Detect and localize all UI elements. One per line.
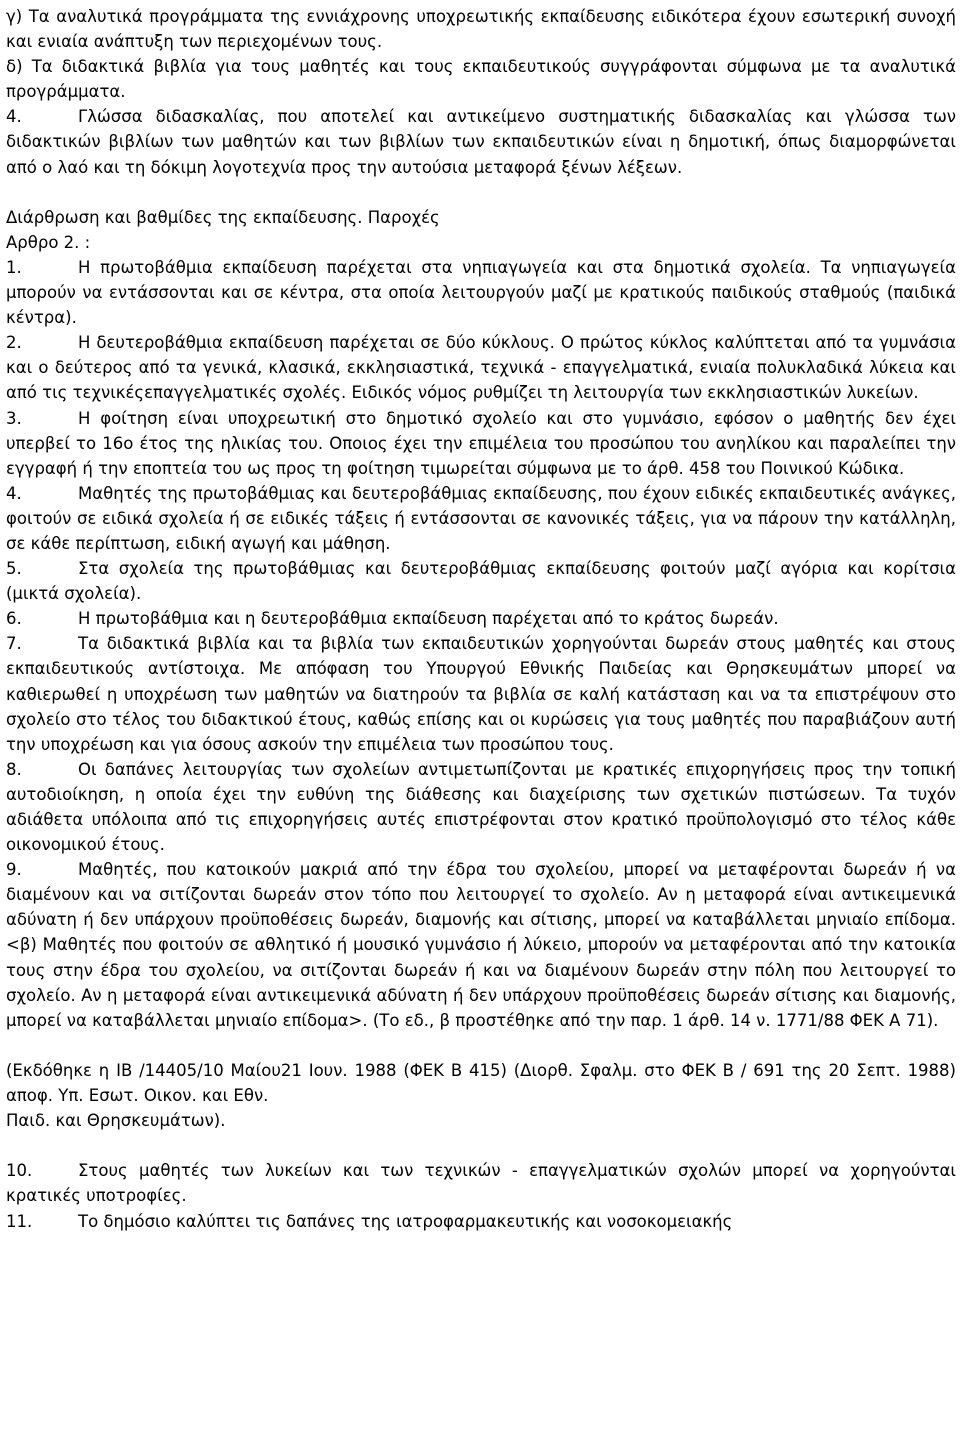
item-number: 2. bbox=[6, 333, 22, 353]
publication-note-end: Παιδ. και Θρησκευμάτων). bbox=[6, 1111, 226, 1131]
item-text: Στους μαθητές των λυκείων και των τεχνικών - επαγγελματικών σχολών μπορεί να χορηγούνται κρατικές υποτροφίες. bbox=[6, 1161, 956, 1206]
item-text: Στα σχολεία της πρωτοβάθμιας και δευτεροβάθμιας εκπαίδευσης φοιτούν μαζί αγόρια και κορίτσια (μικτά σχολεία). bbox=[6, 559, 956, 604]
item-1 bbox=[6, 255, 956, 330]
item-number: 3. bbox=[6, 408, 22, 428]
item-5 bbox=[6, 556, 956, 606]
item-3 bbox=[6, 406, 956, 481]
item-6 bbox=[6, 606, 956, 631]
item-text: Η πρωτοβάθμια εκπαίδευση παρέχεται στα νηπιαγωγεία και στα δημοτικά σχολεία. Τα νηπιαγωγεία μπορούν να εντάσσονται και σε κέντρα, στα οποία λειτουργούν μαζί με κρατικούς παιδικούς σταθμούς (παιδικά κέντρα). bbox=[6, 257, 956, 328]
item-9 bbox=[6, 857, 956, 1033]
item-number: 4. bbox=[6, 483, 22, 503]
item-4 bbox=[6, 481, 956, 556]
section-heading: Διάρθρωση και βαθμίδες της εκπαίδευσης. Παροχές bbox=[6, 207, 440, 227]
paragraph-delta: δ) Τα διδακτικά βιβλία για τους μαθητές και τους εκπαιδευτικούς συγγράφονται σύμφωνα με τα αναλυτικά προγράμματα. bbox=[6, 57, 956, 102]
publication-note: (Εκδόθηκε η ΙΒ /14405/10 Μαίου21 Ιουν. 1988 (ΦΕΚ Β 415) (Διορθ. Σφαλμ. στο ΦΕΚ Β / 691 της 20 Σεπτ. 1988) αποφ. Υπ. Εσωτ. Οικον. και Εθν. bbox=[6, 1060, 956, 1106]
item-number: 9. bbox=[6, 860, 22, 880]
item-number: 4. bbox=[6, 107, 22, 127]
article-heading: Αρθρο 2. : bbox=[6, 232, 91, 252]
item-text: Η δευτεροβάθμια εκπαίδευση παρέχεται σε δύο κύκλους. Ο πρώτος κύκλος καλύπτεται από τα γυμνάσια και ο δεύτερος από τα γενικά, κλασικά, εκκλησιαστικά, τεχνικά - επαγγελματικά, ενιαία πολυκλαδικά λύκεια και από τις τεχνικέςεπαγγελματικές σχολές. Ειδικός νόμος ρυθμίζει τη λειτουργία των εκκλησιαστικών λυκείων. bbox=[6, 333, 956, 403]
item-11 bbox=[6, 1209, 956, 1234]
item-number: 1. bbox=[6, 257, 22, 277]
item-text: Η φοίτηση είναι υποχρεωτική στο δημοτικό σχολείο και στο γυμνάσιο, εφόσον ο μαθητής δεν έχει υπερβεί το 16ο έτος της ηλικίας του. Οποιος έχει την επιμέλεια του προσώπου του ανηλίκου και παραλείπει την εγγραφή ή την εποπτεία του ως προς τη φοίτηση τιμωρείται σύμφωνα με το άρθ. 458 του Ποινικού Κώδικα. bbox=[6, 408, 956, 478]
item-text: Η πρωτοβάθμια και η δευτεροβάθμια εκπαίδευση παρέχεται από το κράτος δωρεάν. bbox=[78, 609, 779, 629]
item-number: 11. bbox=[6, 1211, 33, 1231]
spacer bbox=[6, 1133, 956, 1158]
item-number: 10. bbox=[6, 1161, 33, 1181]
item-text: Το δημόσιο καλύπτει τις δαπάνες της ιατροφαρμακευτικής και νοσοκομειακής bbox=[78, 1211, 733, 1231]
item-text: Γλώσσα διδασκαλίας, που αποτελεί και αντικείμενο συστηματικής διδασκαλίας και γλώσσα των διδακτικών βιβλίων των μαθητών και των βιβλίων των εκπαιδευτικών είναι η δημοτική, όπως διαμορφώνεται από ο λαό και τη δόκιμη λογοτεχνία προς την αυτούσια μεταφορά ξένων λέξεων. bbox=[6, 107, 956, 177]
spacer bbox=[6, 180, 956, 205]
item-2 bbox=[6, 330, 956, 405]
item-10 bbox=[6, 1158, 956, 1208]
item-number: 8. bbox=[6, 759, 22, 779]
item-4-language bbox=[6, 104, 956, 179]
item-8 bbox=[6, 757, 956, 857]
item-number: 5. bbox=[6, 559, 22, 579]
item-number: 7. bbox=[6, 634, 22, 654]
item-number: 6. bbox=[6, 609, 22, 629]
item-7 bbox=[6, 631, 956, 756]
spacer bbox=[6, 1033, 956, 1058]
item-text: Μαθητές, που κατοικούν μακριά από την έδρα του σχολείου, μπορεί να μεταφέρονται δωρεάν ή να διαμένουν και να σιτίζονται δωρεάν στον τόπο που λειτουργεί το σχολείο. Αν η μεταφορά είναι αντικειμενικά αδύνατη ή δεν υπάρχουν προϋποθέσεις δωρεάν, διαμονής και σίτισης, μπορεί να καταβάλλεται μηνιαίο επίδομα. <β) Μαθητές που φοιτούν σε αθλητικό ή μουσικό γυμνάσιο ή λύκειο, μπορούν να μεταφέρονται από την κατοικία τους στην έδρα του σχολείου, να σιτίζονται δωρεάν ή και να διαμένουν δωρεάν στην πόλη που λειτουργεί το σχολείο. Αν η μεταφορά είναι αντικειμενικά αδύνατη ή δεν υπάρχουν προϋποθέσεις δωρεάν σίτισης και διαμονής, μπορεί να καταβάλλεται μηνιαίο επίδομα>. (Το εδ., β προστέθηκε από την παρ. 1 άρθ. 14 ν. 1771/88 ΦΕΚ Α 71). bbox=[6, 860, 956, 1030]
item-text: Οι δαπάνες λειτουργίας των σχολείων αντιμετωπίζονται με κρατικές επιχορηγήσεις προς την τοπική αυτοδιοίκηση, η οποία έχει την ευθύνη της διάθεσης και διαχείρισης των σχετικών πιστώσεων. Τα τυχόν αδιάθετα υπόλοιπα από τις επιχορηγήσεις αυτές επιστρέφονται στον κρατικό προϋπολογισμό στο τέλος κάθε οικονομικού έτους. bbox=[6, 759, 956, 855]
paragraph-gamma: γ) Τα αναλυτικά προγράμματα της εννιάχρονης υποχρεωτικής εκπαίδευσης ειδικότερα έχουν εσωτερική συνοχή και ενιαία ανάπτυξη των περιεχομένων τους. bbox=[6, 7, 956, 52]
item-text: Τα διδακτικά βιβλία και τα βιβλία των εκπαιδευτικών χορηγούνται δωρεάν στους μαθητές και στους εκπαιδευτικούς αντίστοιχα. Με απόφαση του Υπουργού Εθνικής Παιδείας και Θρησκευμάτων μπορεί να καθιερωθεί η υποχρέωση των μαθητών να διατηρούν τα βιβλία σε καλή κατάσταση και να τα επιστρέψουν στο σχολείο στο τέλος του διδακτικού έτους, καθώς επίσης και οι κυρώσεις για τους μαθητές που παραβιάζουν αυτή την υποχρέωση και για όσους ασκούν την επιμέλεια των προσώπου τους. bbox=[6, 634, 956, 754]
item-text: Μαθητές της πρωτοβάθμιας και δευτεροβάθμιας εκπαίδευσης, που έχουν ειδικές εκπαιδευτικές ανάγκες, φοιτούν σε ειδικά σχολεία ή σε ειδικές τάξεις ή εντάσσονται σε κανονικές τάξεις, για να πάρουν την κατάλληλη, σε κάθε περίπτωση, ειδική αγωγή και μάθηση. bbox=[6, 483, 957, 553]
document-page bbox=[6, 4, 956, 1234]
